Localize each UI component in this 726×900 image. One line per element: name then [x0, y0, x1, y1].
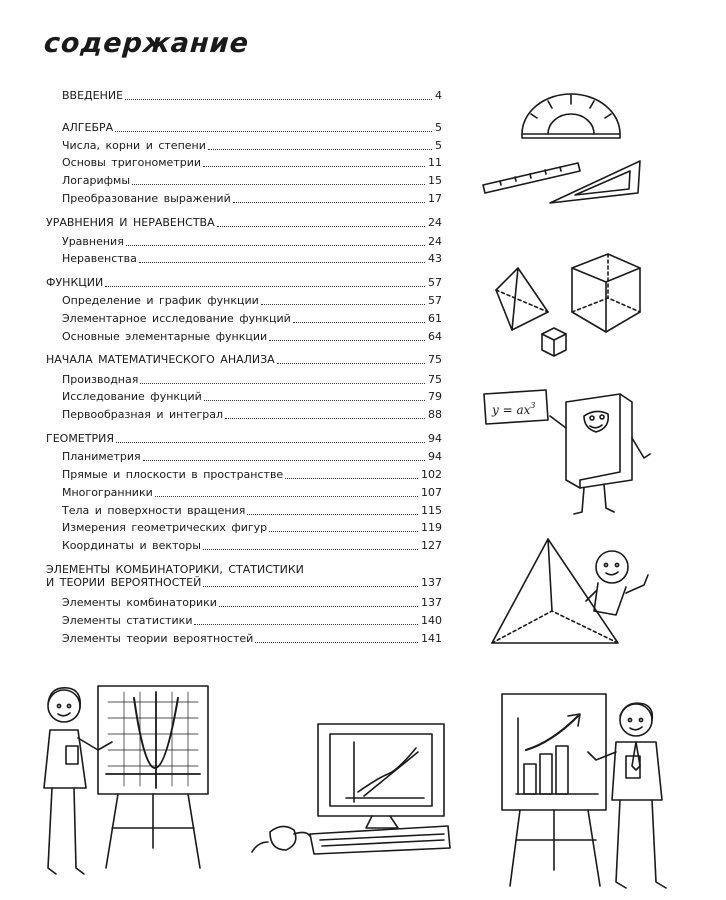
- toc-entry-functions[interactable]: [46, 276, 442, 290]
- toc-entry-page: 57: [428, 276, 442, 289]
- toc-entry-page: 141: [421, 632, 442, 645]
- toc-entry-page: 11: [428, 156, 442, 169]
- toc-entry-page: 102: [421, 468, 442, 481]
- toc-entry-page: 5: [435, 121, 442, 134]
- toc-entry-deriv[interactable]: [62, 373, 442, 387]
- toc-entry-title: Многогранники: [62, 486, 153, 499]
- toc-entry-integral[interactable]: [62, 408, 442, 422]
- leader-dots: [261, 304, 425, 305]
- toc-entry-page: 140: [421, 614, 442, 627]
- toc-entry-coords[interactable]: [62, 539, 442, 553]
- leader-dots: [219, 606, 418, 607]
- toc-entry-title: ГЕОМЕТРИЯ: [46, 432, 114, 445]
- toc-entry-revolution[interactable]: [62, 504, 442, 518]
- teacher-woman-illustration: [28, 678, 218, 890]
- toc-entry-page: 137: [421, 596, 442, 609]
- page-title: содержание: [42, 28, 251, 59]
- toc-entry-page: 24: [428, 216, 442, 229]
- toc-entry-title: Элементы статистики: [62, 614, 193, 627]
- toc-entry-func-study[interactable]: [62, 312, 442, 326]
- leader-dots: [277, 363, 425, 364]
- toc-entry-title: ФУНКЦИИ: [46, 276, 104, 289]
- toc-entry-title: Основные элементарные функции: [62, 330, 268, 343]
- leader-dots: [269, 340, 425, 341]
- toc-entry-title: И ТЕОРИИ ВЕРОЯТНОСТЕЙ: [46, 576, 202, 589]
- toc-entry-ineq[interactable]: [62, 252, 442, 266]
- toc-entry-title: Преобразование выражений: [62, 192, 231, 205]
- toc-entry-title: Исследование функций: [62, 390, 202, 403]
- leader-dots: [140, 383, 425, 384]
- toc-entry-page: 88: [428, 408, 442, 421]
- toc-entry-eq[interactable]: [62, 235, 442, 249]
- toc-entry-page: 79: [428, 390, 442, 403]
- toc-entry-page: 61: [428, 312, 442, 325]
- toc-entry-title: Первообразная и интеграл: [62, 408, 224, 421]
- toc-entry-title: Элементы комбинаторики: [62, 596, 217, 609]
- leader-dots: [255, 642, 418, 643]
- toc-entry-trig[interactable]: [62, 156, 442, 170]
- toc-entry-title: Координаты и векторы: [62, 539, 201, 552]
- toc-entry-title: Неравенства: [62, 252, 137, 265]
- toc-entry-title: Основы тригонометрии: [62, 156, 202, 169]
- toc-entry-lines-planes[interactable]: [62, 468, 442, 482]
- formula-text: $y = ax^3$: [492, 401, 536, 417]
- toc-entry-geometry[interactable]: [46, 432, 442, 446]
- toc-entry-polyhedra[interactable]: [62, 486, 442, 500]
- toc-entry-page: 75: [428, 353, 442, 366]
- toc-entry-title: Планиметрия: [62, 450, 141, 463]
- toc-entry-logs[interactable]: [62, 174, 442, 188]
- teacher-man-illustration: [496, 690, 686, 892]
- toc-entry-title: Уравнения: [62, 235, 124, 248]
- leader-dots: [204, 400, 425, 401]
- toc-entry-func-basic[interactable]: [62, 330, 442, 344]
- pyramid-kid-illustration: [488, 535, 658, 650]
- toc-entry-page: 15: [428, 174, 442, 187]
- leader-dots: [132, 184, 425, 185]
- toc-entry-stats-line1: ЭЛЕМЕНТЫ КОМБИНАТОРИКИ, СТАТИСТИКИ: [46, 563, 304, 576]
- toc-entry-title: Числа, корни и степени: [62, 139, 206, 152]
- toc-entry-title: АЛГЕБРА: [62, 121, 114, 134]
- toc-entry-page: 107: [421, 486, 442, 499]
- toc-entry-calculus[interactable]: [46, 353, 442, 367]
- leader-dots: [116, 442, 425, 443]
- protractor-illustration: [518, 92, 628, 142]
- toc-entry-probability[interactable]: [62, 632, 442, 646]
- toc-entry-page: 5: [435, 139, 442, 152]
- toc-entry-page: 137: [421, 576, 442, 589]
- book-character-illustration: [480, 388, 655, 523]
- toc-entry-algebra[interactable]: [62, 121, 442, 135]
- leader-dots: [115, 131, 432, 132]
- toc-entry-func-def[interactable]: [62, 294, 442, 308]
- leader-dots: [208, 149, 432, 150]
- toc-entry-statistics[interactable]: [62, 614, 442, 628]
- toc-entry-title: Производная: [62, 373, 139, 386]
- toc-entry-page: 94: [428, 450, 442, 463]
- toc-entry-page: 94: [428, 432, 442, 445]
- leader-dots: [247, 514, 418, 515]
- toc-entry-title: Тела и поверхности вращения: [62, 504, 246, 517]
- leader-dots: [125, 99, 432, 100]
- toc-entry-title: ВВЕДЕНИЕ: [62, 89, 124, 102]
- leader-dots: [293, 322, 425, 323]
- toc-entry-equations[interactable]: [46, 216, 442, 230]
- toc-entry-numbers[interactable]: [62, 139, 442, 153]
- toc-entry-title: Элементы теории вероятностей: [62, 632, 254, 645]
- leader-dots: [143, 460, 425, 461]
- toc-entry-title: Логарифмы: [62, 174, 131, 187]
- leader-dots: [217, 226, 425, 227]
- toc-entry-title: Элементарное исследование функций: [62, 312, 291, 325]
- leader-dots: [126, 245, 425, 246]
- toc-entry-page: 17: [428, 192, 442, 205]
- toc-entry-title: Измерения геометрических фигур: [62, 521, 268, 534]
- leader-dots: [203, 166, 425, 167]
- leader-dots: [203, 586, 418, 587]
- leader-dots: [155, 496, 418, 497]
- toc-entry-transform[interactable]: [62, 192, 442, 206]
- computer-illustration: [248, 722, 458, 862]
- leader-dots: [233, 202, 425, 203]
- solid-shapes-illustration: [490, 250, 660, 365]
- toc-entry-page: 115: [421, 504, 442, 517]
- toc-entry-title: Прямые и плоскости в пространстве: [62, 468, 284, 481]
- toc-entry-planimetry[interactable]: [62, 450, 442, 464]
- ruler-triangle-illustration: [480, 155, 645, 210]
- toc-entry-page: 119: [421, 521, 442, 534]
- toc-entry-page: 127: [421, 539, 442, 552]
- toc-entry-combinatorics[interactable]: [62, 596, 442, 610]
- toc-entry-title: Определение и график функции: [62, 294, 259, 307]
- toc-entry-page: 4: [435, 89, 442, 102]
- toc-entry-page: 57: [428, 294, 442, 307]
- toc-entry-measure[interactable]: [62, 521, 442, 535]
- leader-dots: [139, 262, 425, 263]
- toc-entry-stats[interactable]: [46, 576, 442, 590]
- leader-dots: [285, 478, 418, 479]
- leader-dots: [203, 549, 418, 550]
- toc-entry-page: 75: [428, 373, 442, 386]
- leader-dots: [225, 418, 425, 419]
- toc-entry-page: 43: [428, 252, 442, 265]
- leader-dots: [105, 286, 425, 287]
- leader-dots: [194, 624, 418, 625]
- toc-entry-page: 64: [428, 330, 442, 343]
- toc-entry-title: НАЧАЛА МАТЕМАТИЧЕСКОГО АНАЛИЗА: [46, 353, 275, 366]
- toc-entry-func-analysis[interactable]: [62, 390, 442, 404]
- toc-entry-page: 24: [428, 235, 442, 248]
- toc-entry-intro[interactable]: [62, 89, 442, 103]
- toc-entry-title: УРАВНЕНИЯ И НЕРАВЕНСТВА: [46, 216, 215, 229]
- leader-dots: [269, 531, 418, 532]
